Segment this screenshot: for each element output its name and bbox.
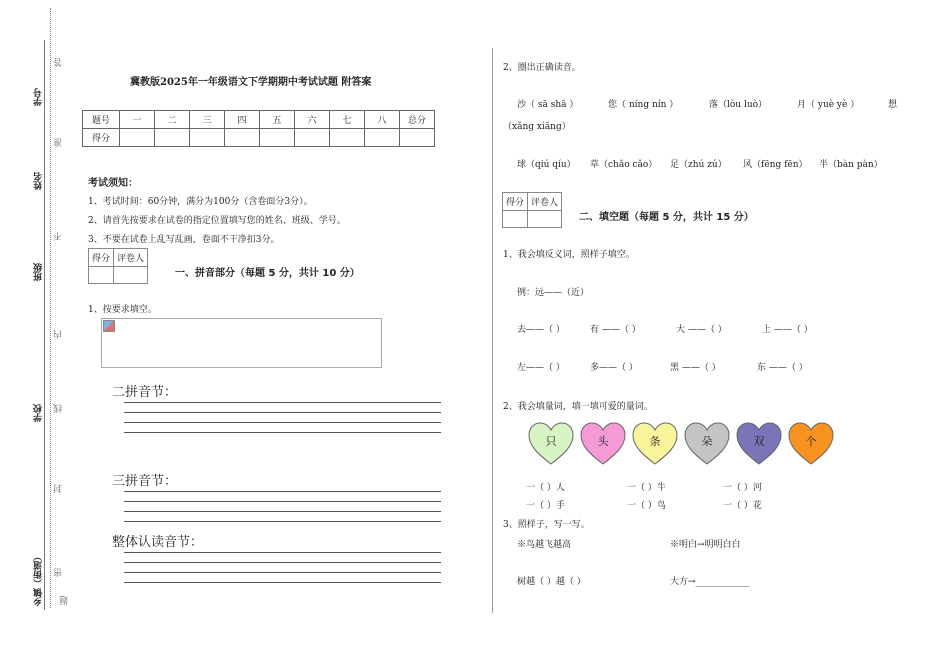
section1-q1: 1、按要求填空。: [88, 305, 157, 315]
antonym-blank[interactable]: 多——（ ）: [590, 363, 638, 373]
q2-item: 草（chǎo cǎo）: [590, 160, 658, 170]
marker-feng: 封: [54, 484, 64, 493]
label-school: 学校: [34, 404, 44, 422]
section1-title: 一、拼音部分（每题 5 分，共计 10 分）: [175, 268, 360, 279]
measure-blank[interactable]: 一（ ）手: [526, 501, 565, 511]
image-placeholder-box: [101, 318, 382, 368]
score-header-cell: 一: [120, 111, 155, 129]
score-header-cell: 二: [155, 111, 190, 129]
marker-ti: 题: [60, 596, 70, 605]
q2-item: 想: [888, 100, 898, 110]
notice-item: 1、考试时间：60分钟，满分为100分（含卷面分3分）。: [88, 197, 313, 207]
grader-box-1: [88, 248, 148, 284]
heart-shape: [788, 422, 834, 466]
measure-blank[interactable]: 一（ ）人: [526, 483, 565, 493]
heart-shape: [632, 422, 678, 466]
label-two-syllable: 二拼音节：: [112, 385, 178, 400]
notice-item: 3、不要在试卷上乱写乱画，卷面不干净扣3分。: [88, 235, 280, 245]
antonym-blank[interactable]: 东 ——（ ）: [757, 363, 808, 373]
marker-bu: 不: [54, 232, 64, 241]
score-cell[interactable]: [120, 129, 155, 147]
heart-shape: [580, 422, 626, 466]
label-whole-syllable: 整体认读音节：: [112, 535, 204, 550]
answer-blank-2[interactable]: 大方→____________: [670, 577, 750, 587]
score-row-label: 得分: [83, 129, 120, 147]
score-header-cell: 八: [365, 111, 400, 129]
notice-heading: 考试须知：: [88, 178, 138, 189]
antonym-blank[interactable]: 大 ——（ ）: [676, 325, 727, 335]
section2-q3: 3、照样子，写一写。: [503, 520, 590, 530]
q2-item: 沙（ sā shā ）: [517, 100, 579, 110]
answer-blank-1[interactable]: 树越（ ）越（ ）: [517, 577, 586, 587]
label-name: 姓名: [34, 172, 44, 190]
q2-item: 风（fēng fēn）: [743, 160, 808, 170]
score-cell[interactable]: [365, 129, 400, 147]
score-cell[interactable]: [190, 129, 225, 147]
example-1: ※鸟越飞越高: [517, 540, 572, 550]
binding-dotted-line: [50, 8, 51, 608]
score-header-cell: 题号: [83, 111, 120, 129]
grader-reviewer-cell[interactable]: [528, 211, 562, 228]
score-header-cell: 三: [190, 111, 225, 129]
heart-char: 个: [805, 435, 817, 448]
heart-char: 只: [545, 435, 557, 448]
marker-mi: 密: [54, 568, 64, 577]
q2-item: （xǎng xiǎng）: [503, 122, 571, 132]
score-header-cell: 五: [260, 111, 295, 129]
label-township: 乡镇（街道）: [34, 552, 44, 606]
grader-score-cell[interactable]: [503, 211, 528, 228]
score-header-cell: 六: [295, 111, 330, 129]
score-cell[interactable]: [155, 129, 190, 147]
section2-q2: 2、我会填量词，填一填可爱的量词。: [503, 402, 653, 412]
page-title: 冀教版2025年一年级语文下学期期中考试试题 附答案: [130, 77, 372, 88]
antonym-blank[interactable]: 黑 ——（ ）: [670, 363, 721, 373]
measure-blank[interactable]: 一（ ）河: [723, 483, 762, 493]
heart-shape: [736, 422, 782, 466]
q2-item: 落（lòu luò）: [709, 100, 768, 110]
heart-char: 头: [597, 435, 609, 448]
q2-title: 2、圈出正确读音。: [503, 63, 581, 73]
heart-shape: [528, 422, 574, 466]
writing-lines-1[interactable]: [124, 402, 441, 442]
score-cell[interactable]: [225, 129, 260, 147]
grader-box-2: [502, 192, 562, 228]
label-class: 班级: [34, 263, 44, 281]
score-cell[interactable]: [260, 129, 295, 147]
marker-xian: 线: [54, 404, 64, 413]
q2-item: 月（ yuè yè ）: [797, 100, 860, 110]
q2-item: 球（qiú qíu）: [517, 160, 576, 170]
heart-char: 朵: [701, 435, 713, 448]
score-cell[interactable]: [330, 129, 365, 147]
grader-reviewer-label: 评卷人: [114, 249, 148, 267]
score-table: [82, 110, 435, 147]
grader-reviewer-label: 评卷人: [528, 193, 562, 211]
writing-lines-3[interactable]: [124, 552, 441, 592]
antonym-blank[interactable]: 上 ——（ ）: [762, 325, 813, 335]
example-2: ※明白→明明白白: [670, 540, 741, 550]
label-three-syllable: 三拼音节：: [112, 474, 178, 489]
score-header-cell: 总分: [400, 111, 435, 129]
column-divider: [492, 48, 493, 613]
score-table-header: [83, 111, 435, 129]
antonym-blank[interactable]: 左——（ ）: [517, 363, 565, 373]
heart-char: 双: [753, 435, 765, 448]
writing-lines-2[interactable]: [124, 491, 441, 531]
q2-item: 足（zhú zú）: [670, 160, 727, 170]
grader-reviewer-cell[interactable]: [114, 267, 148, 284]
antonym-blank[interactable]: 有 ——（ ）: [590, 325, 641, 335]
marker-zhun: 准: [54, 138, 64, 147]
heart-shape: [684, 422, 730, 466]
score-header-cell: 四: [225, 111, 260, 129]
marker-da: 答: [54, 58, 64, 67]
score-table-row: [83, 129, 435, 147]
measure-blank[interactable]: 一（ ）花: [723, 501, 762, 511]
measure-blank[interactable]: 一（ ）鸟: [627, 501, 666, 511]
q2-item: 您（ níng nín ）: [608, 100, 679, 110]
antonym-blank[interactable]: 去——（ ）: [517, 325, 565, 335]
binding-solid-line: [44, 40, 45, 610]
heart-char: 条: [649, 435, 661, 448]
section2-title: 二、填空题（每题 5 分，共计 15 分）: [579, 212, 754, 223]
section2-q1: 1、我会填反义词，照样子填空。: [503, 250, 635, 260]
q2-item: 半（bàn pàn）: [819, 160, 883, 170]
grader-score-label: 得分: [89, 249, 114, 267]
grader-score-cell[interactable]: [89, 267, 114, 284]
marker-nei: 内: [54, 330, 64, 339]
score-cell[interactable]: [295, 129, 330, 147]
grader-score-label: 得分: [503, 193, 528, 211]
score-header-cell: 七: [330, 111, 365, 129]
label-student-id: 学号: [34, 88, 44, 106]
broken-image-icon: [103, 320, 115, 332]
antonym-example: 例：远——（近）: [517, 288, 590, 298]
notice-item: 2、请首先按要求在试卷的指定位置填写您的姓名、班级、学号。: [88, 216, 346, 226]
score-cell[interactable]: [400, 129, 435, 147]
measure-blank[interactable]: 一（ ）牛: [627, 483, 666, 493]
